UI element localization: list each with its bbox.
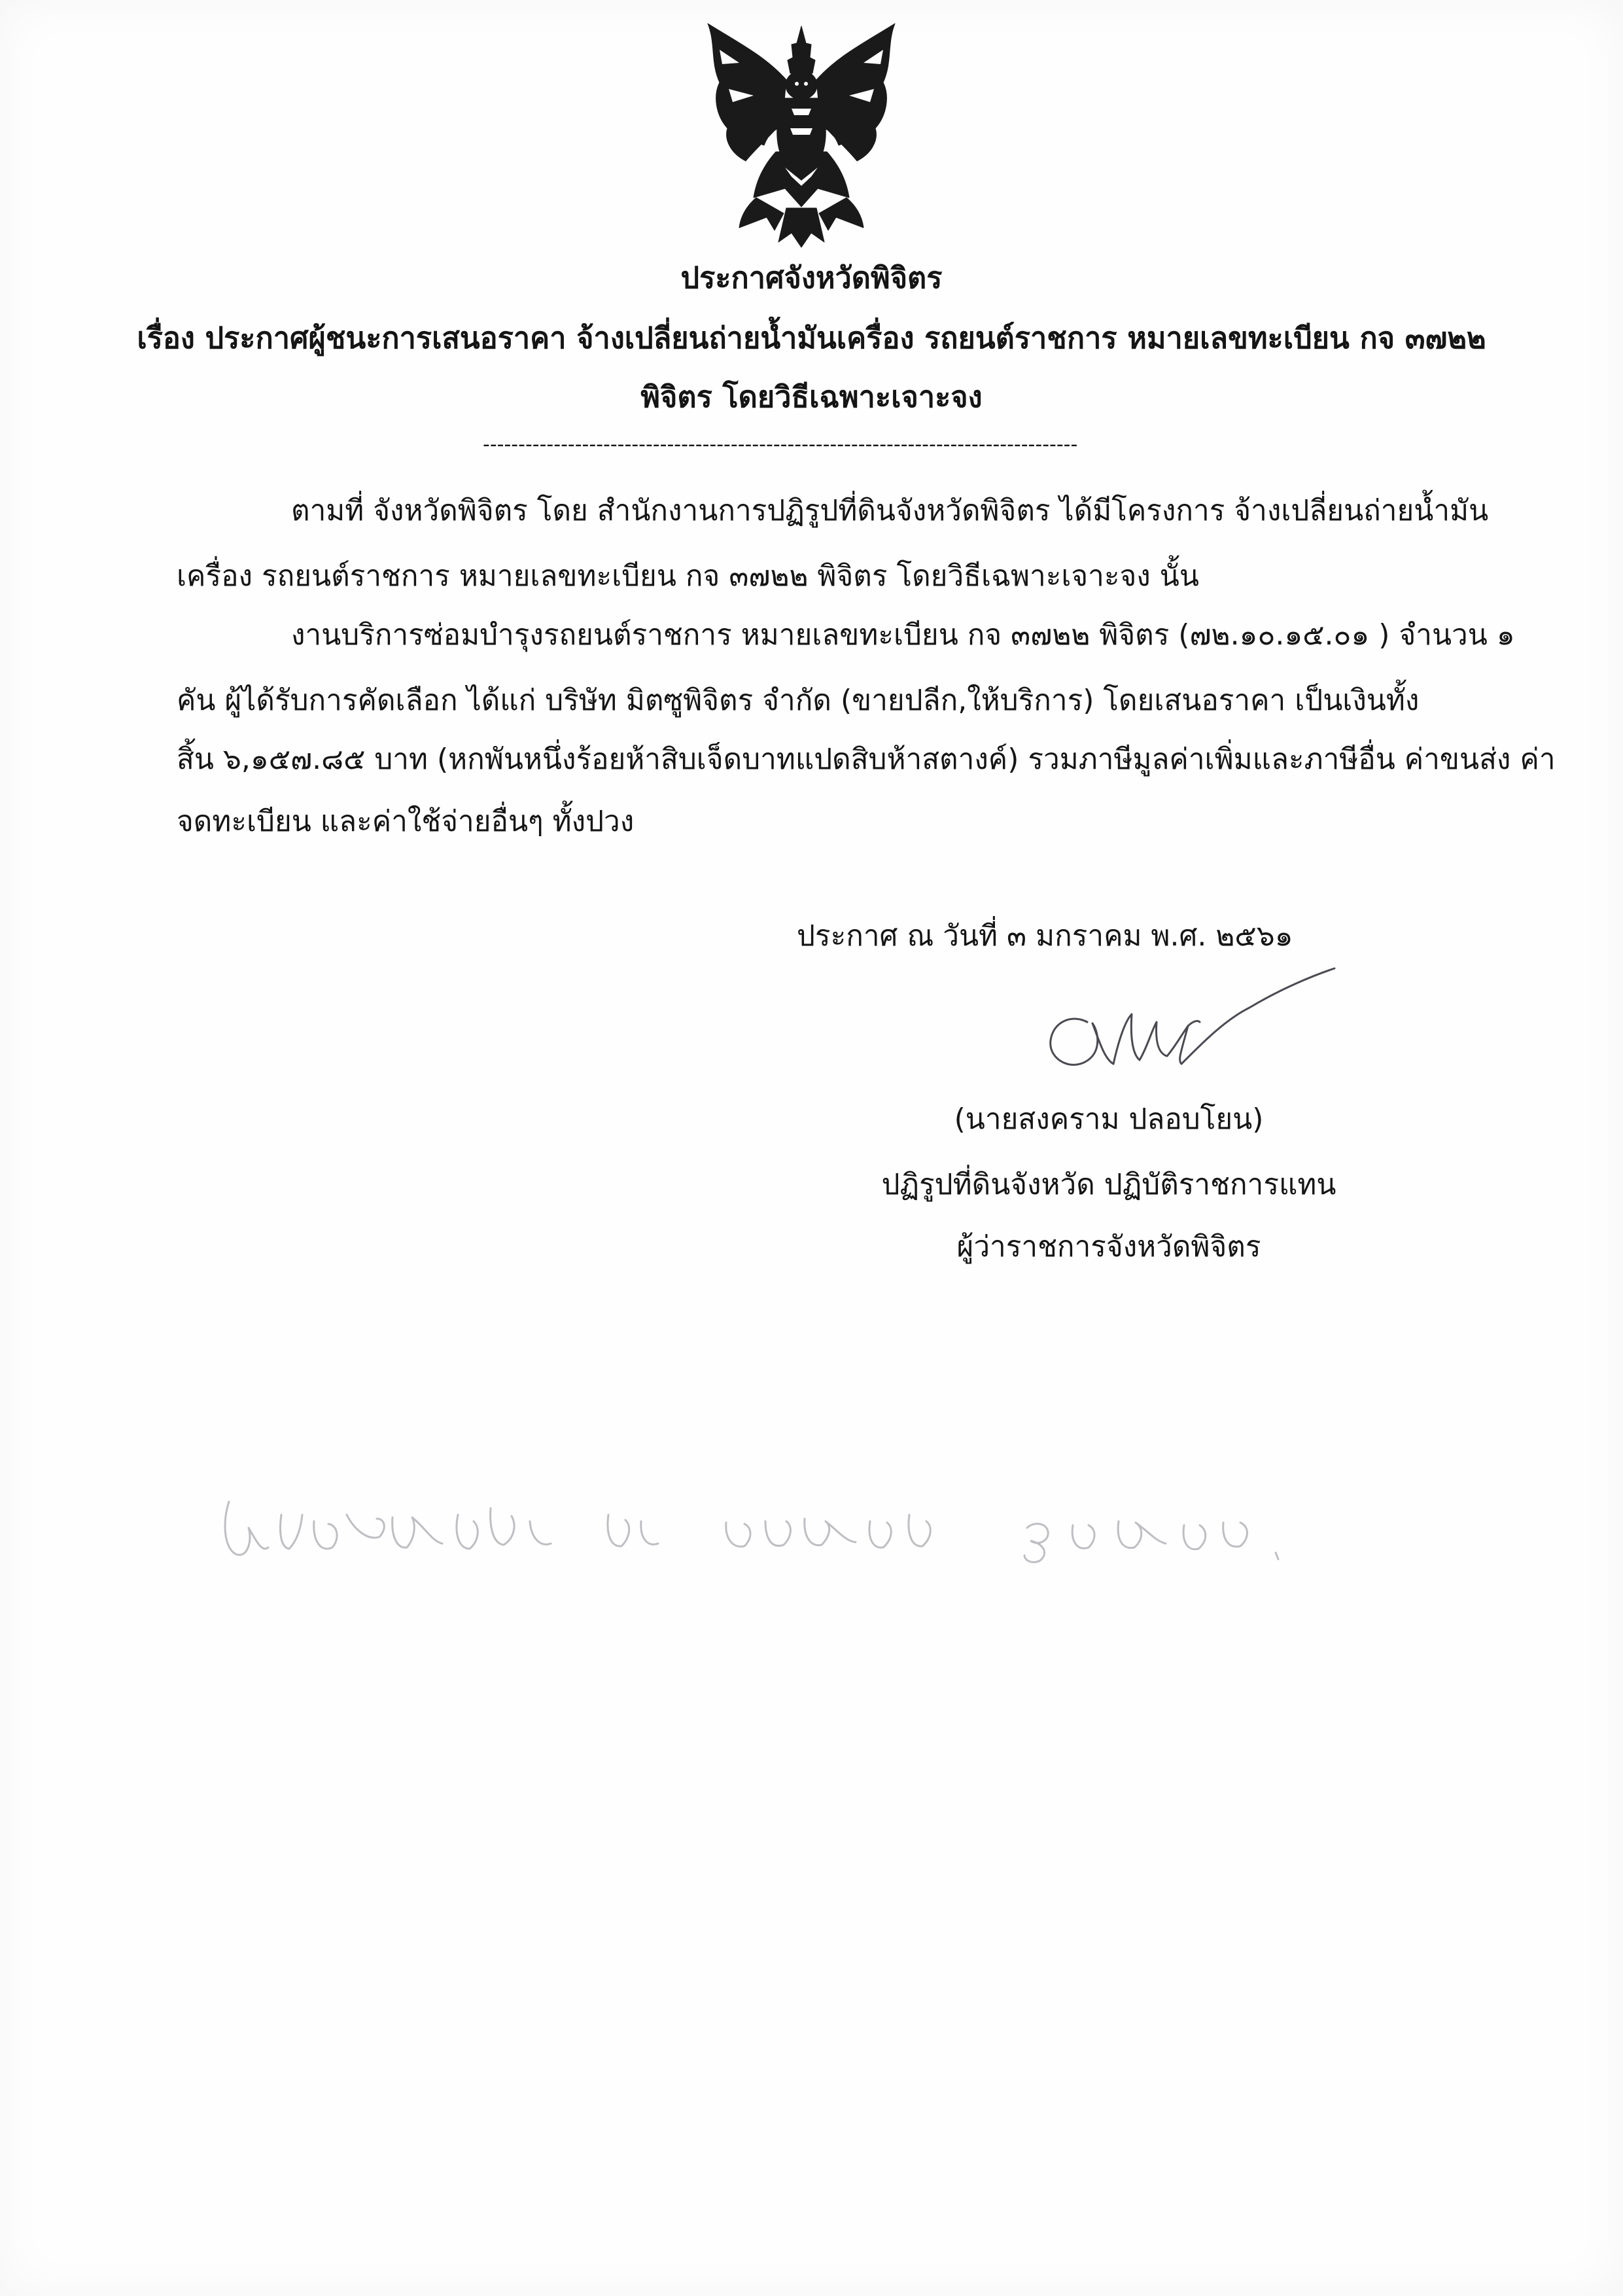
paragraph-1-line-2: เครื่อง รถยนต์ราชการ หมายเลขทะเบียน กจ ๓๗๒๒ พิจิตร โดยวิธีเฉพาะเจาะจง นั้น bbox=[177, 559, 1199, 593]
faint-handwritten-note-icon bbox=[216, 1475, 1315, 1587]
subject-line-2: พิจิตร โดยวิธีเฉพาะเจาะจง bbox=[640, 380, 983, 414]
subject-line-1: เรื่อง ประกาศผู้ชนะการเสนอราคา จ้างเปลี่ยนถ่ายน้ำมันเครื่อง รถยนต์ราชการ หมายเลขทะเบียน กจ ๓๗๒๒ bbox=[137, 321, 1486, 355]
signer-position: ปฏิรูปที่ดินจังหวัด ปฏิบัติราชการแทน bbox=[881, 1168, 1336, 1201]
paragraph-2-line-2: คัน ผู้ได้รับการคัดเลือก ได้แก่ บริษัท มิตซูพิจิตร จำกัด (ขายปลีก,ให้บริการ) โดยเสนอราคา เป็นเงินทั้ง bbox=[177, 684, 1420, 717]
document-heading: ประกาศจังหวัดพิจิตร bbox=[680, 260, 943, 295]
signer-acting-for: ผู้ว่าราชการจังหวัดพิจิตร bbox=[956, 1230, 1261, 1263]
paragraph-2-line-1: งานบริการซ่อมบำรุงรถยนต์ราชการ หมายเลขทะเบียน กจ ๓๗๒๒ พิจิตร (๗๒.๑๐.๑๕.๐๑ ) จำนวน ๑ bbox=[291, 618, 1515, 652]
announcement-date: ประกาศ ณ วันที่ ๓ มกราคม พ.ศ. ๒๕๖๑ bbox=[797, 919, 1293, 953]
signer-name: (นายสงคราม ปลอบโยน) bbox=[954, 1103, 1264, 1136]
separator-line: ------------------------------------------------------------------------------------ bbox=[483, 433, 1078, 456]
paragraph-1-line-1: ตามที่ จังหวัดพิจิตร โดย สำนักงานการปฏิรูปที่ดินจังหวัดพิจิตร ได้มีโครงการ จ้างเปลี่ยนถ่ายน้ำมัน bbox=[291, 494, 1489, 527]
garuda-emblem-icon bbox=[693, 17, 909, 253]
paragraph-2-line-3: สิ้น ๖,๑๕๗.๘๕ บาท (หกพันหนึ่งร้อยห้าสิบเจ็ดบาทแปดสิบห้าสตางค์) รวมภาษีมูลค่าเพิ่มและภาษีอื่น ค่าขนส่ง ค่า bbox=[177, 743, 1556, 776]
paragraph-2-line-4: จดทะเบียน และค่าใช้จ่ายอื่นๆ ทั้งปวง bbox=[177, 805, 635, 838]
handwritten-signature-icon bbox=[1027, 949, 1354, 1086]
